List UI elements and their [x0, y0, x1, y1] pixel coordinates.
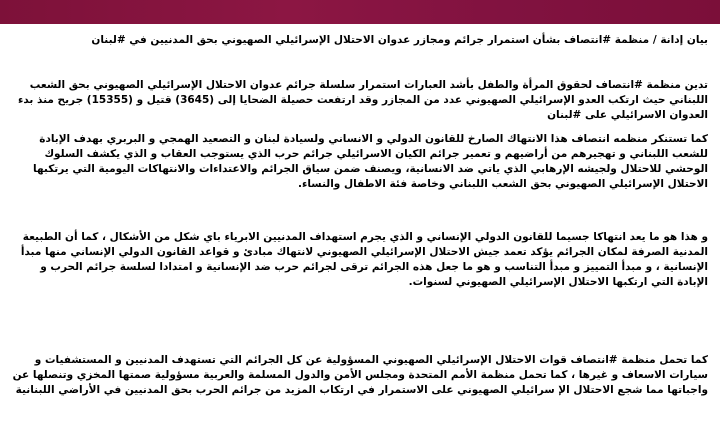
statement-paragraph-4: كما تحمل منظمة #انتصاف قوات الاحتلال الإسرائيلي الصهيوني المسؤولية عن كل الجرائم التي تستهدف المدنيين و المستشفيات و سيارات الاسعاف و غيرها ، كما تحمل منظمة الأمم المتحدة ومجلس الأمن والدول المسلمة والعربية مسؤولية صمتها المخزي وتنصلها عن واجباتها مما شجع الاحتلال الإ سرائيلي الصهيوني على الاستمرار في ارتكاب المزيد من جرائم الحرب بحق المدنيين في الأراضي اللبنانية — [12, 354, 708, 396]
statement-header: بيان إدانة / منظمة #انتصاف بشأن استمرار جرائم ومجازر عدوان الاحتلال الإسرائيلي الصهيوني بحق المدنيين في #لبنان — [91, 34, 708, 46]
statement-paragraph-1: تدين منظمة #انتصاف لحقوق المرأة والطفل بأشد العبارات استمرار سلسلة جرائم عدوان الاحتلال الإسرائيلي الصهيوني بحق الشعب اللبناني حيث ارتكب العدو الإسرائيلي الصهيوني عدد من المجازر وقد ارتفعت حصيلة الضحايا إلى (3645) قتيل و (15355) جريح منذ بدء العدوان الاسرائيلي على #لبنان — [18, 79, 708, 121]
statement-content — [0, 24, 720, 430]
top-color-strip — [0, 0, 720, 24]
statement-paragraph-3: و هذا هو ما يعد انتهاكا جسيما للقانون الدولي الإنساني و الذي يجرم استهداف المدنيين الابرياء باي شكل من الأشكال ، كما أن الطبيعة المدنية الصرفة لمكان الجرائم يؤكد تعمد جيش الاحتلال الإسرائيلي الصهيوني لانتهاك مبادئ و قواعد القانون الدولي الإنساني منها مبدأ الإنسانية ، و مبدأ التمييز و مبدأ التناسب و هو ما جعل هذه الجرائم ترقى لجرائم حرب ضد الإنسانية و امتدادا لسلسة جرائم الحرب و الإبادة التي ارتكبها الاحتلال الإسرائيلي الصهيوني لسنوات. — [20, 231, 708, 288]
statement-paragraph-2: كما تستنكر منظمه انتصاف هذا الانتهاك الصارخ للقانون الدولي و الانساني ولسيادة لبنان و التصعيد الهمجي و البربري بهدف الإبادة للشعب اللبناني و تهجيرهم من أراضيهم و تعمير جرائم الكيان الاسرائيلي جرائم حرب الذي يستوجب العقاب و الذي يكشف السلوك الوحشي للاحتلال ولجيشه الإرهابي الذي ياتي ضد الانسانية، ويصنف ضمن سياق الجرائم والاعتداءات والانتهاكات اليومية التي يرتكبها الاحتلال الإسرائيلي الصهيوني بحق الشعب اللبناني وخاصة فئة الاطفال والنساء. — [33, 133, 708, 190]
